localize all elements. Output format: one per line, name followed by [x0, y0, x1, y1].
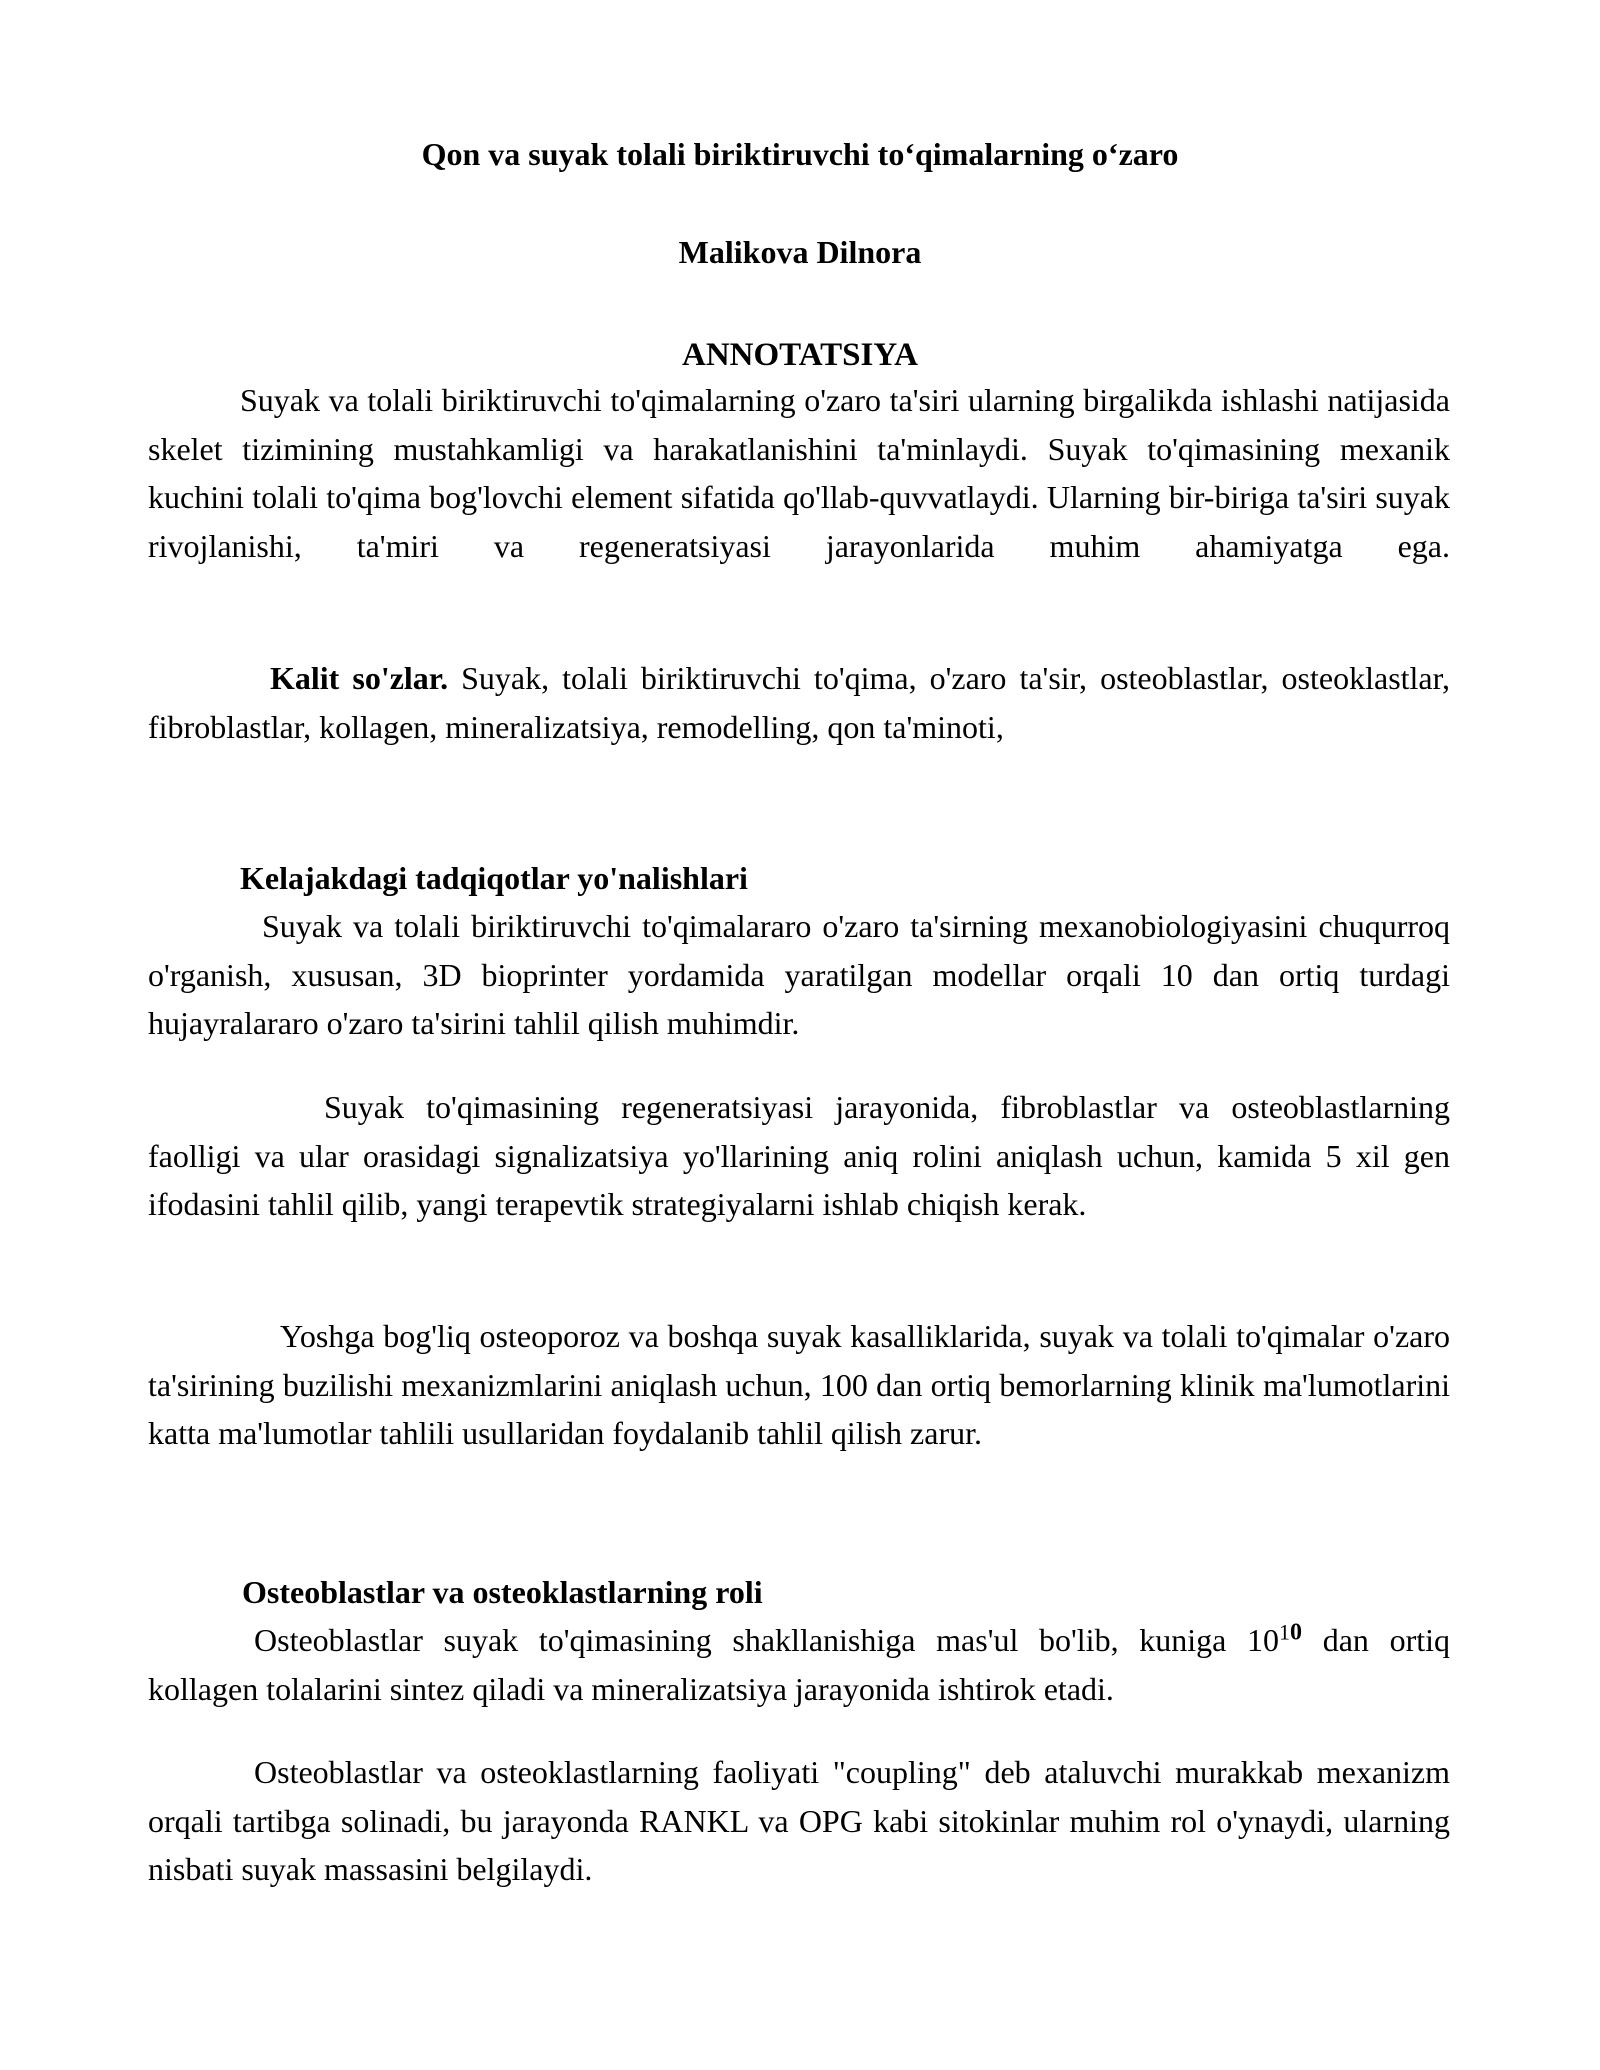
section-paragraph: Suyak va tolali biriktiruvchi to'qimalararo o'zaro ta'sirning mexanobiologiyasini chuqurroq o'rganish, xususan, 3D bioprinter yordamida yaratilgan modellar orqali 10 dan ortiq turdagi hujayralararo o'zaro ta'sirini tahlil qilish muhimdir.: [148, 908, 1450, 1041]
section-osteoblasts-p2: [148, 1748, 1450, 1894]
keywords-label: Kalit so'zlar.: [270, 660, 449, 696]
superscript-one: 1: [1279, 1619, 1291, 1645]
superscript-zero: 0: [1290, 1619, 1303, 1646]
section-future-research-p3: [148, 1312, 1450, 1458]
document-title: Qon va suyak tolali biriktiruvchi to‘qimalarning o‘zaro: [421, 136, 1179, 172]
section-osteoblasts: [148, 1568, 1450, 1713]
section-paragraph: Osteoblastlar suyak to'qimasining shakllanishiga mas'ul bo'lib, kuniga $10^{10}$ dan ortiq kollagen tolalarini sintez qiladi va mineralizatsiya jarayonida ishtirok etadi.: [148, 1619, 1451, 1707]
annotation-heading: ANNOTATSIYA: [682, 337, 918, 373]
annotation-paragraph: Suyak va tolali biriktiruvchi to'qimalarning o'zaro ta'siri ularning birgalikda ishlashi natijasida skelet tizimining mustahkamligi va harakatlanishini ta'minlaydi. Suyak to'qimasining mexanik kuchini tolali to'qima bog'lovchi element sifatida qo'llab-quvvatlaydi. Ularning bir-biriga ta'siri suyak rivojlanishi, ta'miri va regeneratsiyasi jarayonlarida muhim ahamiyatga ega.: [148, 382, 1450, 564]
section-paragraph: Yoshga bog'liq osteoporoz va boshqa suyak kasalliklarida, suyak va tolali to'qimalar o'zaro ta'sirining buzilishi mexanizmlarini aniqlash uchun, 100 dan ortiq bemorlarning klinik ma'lumotlarini katta ma'lumotlar tahlili usullaridan foydalanib tahlil qilish zarur.: [148, 1318, 1450, 1451]
section-heading: Osteoblastlar va osteoklastlarning roli: [242, 1574, 763, 1610]
keywords-paragraph: [148, 654, 1450, 751]
section-paragraph: Osteoblastlar va osteoklastlarning faoliyati "coupling" deb ataluvchi murakkab mexanizm orqali tartibga solinadi, bu jarayonda RANKL va OPG kabi sitokinlar muhim rol o'ynaydi, ularning nisbati suyak massasini belgilaydi.: [148, 1754, 1450, 1887]
section-future-research-p2: [148, 1083, 1450, 1229]
annotation-block: [148, 376, 1450, 570]
section-future-research: [148, 854, 1450, 1048]
author-name: Malikova Dilnora: [678, 234, 922, 270]
keywords-block: [148, 654, 1450, 751]
section-paragraph: Suyak to'qimasining regeneratsiyasi jarayonida, fibroblastlar va osteoblastlarning faolligi va ular orasidagi signalizatsiya yo'llarining aniq rolini aniqlash uchun, kamida 5 xil gen ifodasini tahlil qilib, yangi terapevtik strategiyalarni ishlab chiqish kerak.: [148, 1089, 1450, 1222]
keywords-text: Suyak, tolali biriktiruvchi to'qima, o'zaro ta'sir, osteoblastlar, osteoklastlar, fibroblastlar, kollagen, mineralizatsiya, remodelling, qon ta'minoti,: [148, 660, 1450, 745]
section-heading: Kelajakdagi tadqiqotlar yo'nalishlari: [240, 860, 748, 896]
